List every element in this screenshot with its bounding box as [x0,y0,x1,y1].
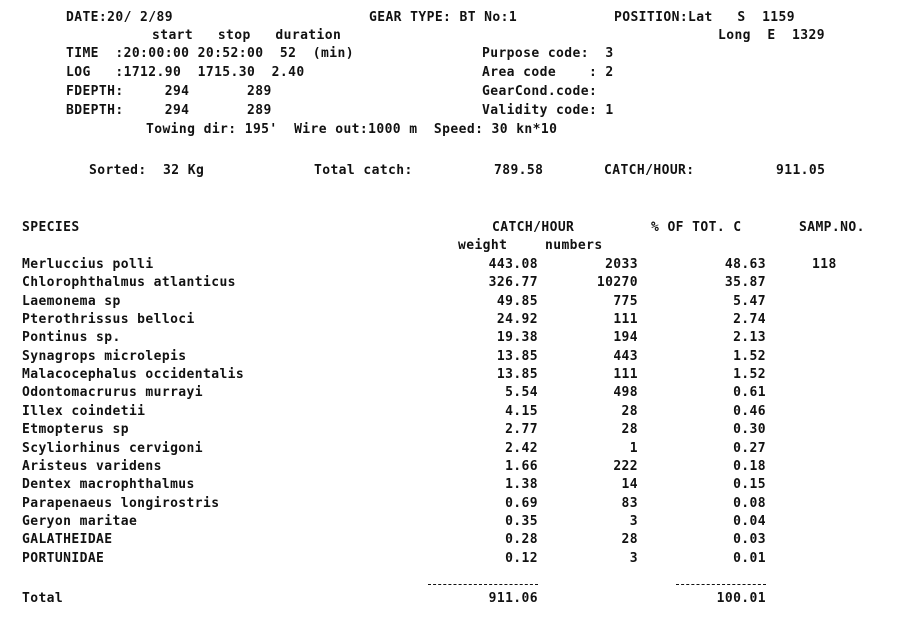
species-name: Odontomacrurus murrayi [22,385,203,400]
catch-weight: 2.42 [505,441,538,456]
gear-type: GEAR TYPE: BT No:1 [369,10,518,25]
catch-weight: 1.66 [505,459,538,474]
species-name: Pterothrissus belloci [22,312,195,327]
pct-of-total: 0.30 [733,422,766,437]
pct-of-total: 48.63 [724,257,766,272]
catch-numbers: 443 [613,349,638,364]
species-name: Etmopterus sp [22,422,129,437]
total-weight: 911.06 [488,591,538,606]
catch-numbers: 28 [621,404,638,419]
catch-weight: 19.38 [496,330,538,345]
catch-numbers: 498 [613,385,638,400]
pct-of-total: 2.74 [733,312,766,327]
catch-numbers: 111 [613,367,638,382]
pct-of-total: 1.52 [733,367,766,382]
total-catch-value: 789.58 [494,163,544,178]
catch-numbers: 3 [629,551,638,566]
log-row: LOG :1712.90 1715.30 2.40 [66,65,305,80]
catch-weight: 13.85 [496,349,538,364]
species-name: Pontinus sp. [22,330,121,345]
catch-weight: 5.54 [505,385,538,400]
area-code: Area code : 2 [482,65,614,80]
catch-hour-label: CATCH/HOUR: [604,163,695,178]
species-name: Aristeus varidens [22,459,162,474]
species-name: Scyliorhinus cervigoni [22,441,203,456]
bdepth-row: BDEPTH: 294 289 [66,103,272,118]
catch-numbers: 775 [613,294,638,309]
position-lat: POSITION:Lat S 1159 [614,10,795,25]
pct-of-total: 0.46 [733,404,766,419]
purpose-code: Purpose code: 3 [482,46,614,61]
catch-numbers: 2033 [605,257,638,272]
total-catch-label: Total catch: [314,163,413,178]
pct-of-total: 0.27 [733,441,766,456]
catch-weight: 2.77 [505,422,538,437]
catch-numbers: 222 [613,459,638,474]
species-name: Merluccius polli [22,257,154,272]
pct-of-total: 0.03 [733,532,766,547]
sub-weight: weight [458,238,508,253]
pct-of-total: 0.61 [733,385,766,400]
catch-numbers: 3 [629,514,638,529]
catch-numbers: 28 [621,532,638,547]
position-long: Long E 1329 [718,28,825,43]
species-name: GALATHEIDAE [22,532,113,547]
catch-hour-value: 911.05 [776,163,826,178]
species-name: Synagrops microlepis [22,349,187,364]
species-name: PORTUNIDAE [22,551,105,566]
species-name: Chlorophthalmus atlanticus [22,275,236,290]
col-samp: SAMP.NO. [799,220,865,235]
pct-of-total: 35.87 [724,275,766,290]
catch-weight: 13.85 [496,367,538,382]
catch-weight: 326.77 [488,275,538,290]
pct-total-rule [676,584,766,585]
sample-number: 118 [812,257,837,272]
pct-of-total: 5.47 [733,294,766,309]
col-catch-hour: CATCH/HOUR [492,220,575,235]
species-name: Illex coindetii [22,404,146,419]
total-label: Total [22,591,64,606]
catch-weight: 0.69 [505,496,538,511]
species-name: Laemonema sp [22,294,121,309]
fdepth-row: FDEPTH: 294 289 [66,84,272,99]
catch-numbers: 111 [613,312,638,327]
total-pct: 100.01 [716,591,766,606]
towing-row: Towing dir: 195' Wire out:1000 m Speed: 30 kn*10 [146,122,558,137]
catch-weight: 1.38 [505,477,538,492]
catch-numbers: 1 [629,441,638,456]
date: DATE:20/ 2/89 [66,10,173,25]
catch-numbers: 194 [613,330,638,345]
sub-numbers: numbers [545,238,603,253]
catch-weight: 0.12 [505,551,538,566]
weight-total-rule [428,584,538,585]
time-row: TIME :20:00:00 20:52:00 52 (min) [66,46,354,61]
sorted-weight: Sorted: 32 Kg [89,163,205,178]
catch-numbers: 28 [621,422,638,437]
catch-numbers: 83 [621,496,638,511]
pct-of-total: 0.18 [733,459,766,474]
catch-numbers: 14 [621,477,638,492]
catch-weight: 49.85 [496,294,538,309]
column-labels: start stop duration [152,28,342,43]
species-name: Geryon maritae [22,514,138,529]
catch-weight: 0.35 [505,514,538,529]
species-name: Dentex macrophthalmus [22,477,195,492]
col-species: SPECIES [22,220,80,235]
pct-of-total: 0.08 [733,496,766,511]
pct-of-total: 0.04 [733,514,766,529]
pct-of-total: 2.13 [733,330,766,345]
species-name: Malacocephalus occidentalis [22,367,245,382]
col-pct: % OF TOT. C [651,220,742,235]
catch-weight: 443.08 [488,257,538,272]
gearcond-code: GearCond.code: [482,84,598,99]
catch-weight: 4.15 [505,404,538,419]
pct-of-total: 0.01 [733,551,766,566]
catch-weight: 0.28 [505,532,538,547]
catch-numbers: 10270 [596,275,638,290]
pct-of-total: 1.52 [733,349,766,364]
pct-of-total: 0.15 [733,477,766,492]
species-name: Parapenaeus longirostris [22,496,220,511]
validity-code: Validity code: 1 [482,103,614,118]
catch-weight: 24.92 [496,312,538,327]
